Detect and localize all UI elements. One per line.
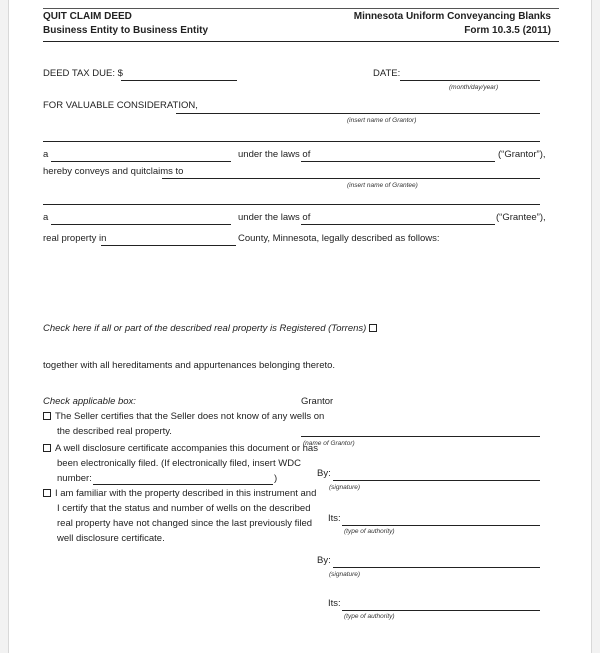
check-box-heading: Check applicable box: bbox=[43, 396, 136, 407]
conveys-label: hereby conveys and quitclaims to bbox=[43, 166, 184, 177]
authority-field-1[interactable] bbox=[342, 514, 540, 526]
authority-hint-1: (type of authority) bbox=[344, 528, 395, 535]
grantor-name-line-2[interactable] bbox=[43, 141, 540, 142]
property-label: real property in bbox=[43, 233, 107, 244]
well-option-2-line2: been electronically filed. (If electronically filed, insert WDC bbox=[57, 458, 301, 469]
grantor-jurisdiction-field[interactable] bbox=[301, 150, 495, 162]
by-label-1: By: bbox=[317, 468, 331, 479]
well-option-3-line3: real property have not changed since the last previously filed bbox=[57, 518, 313, 529]
well-option-1-line1: The Seller certifies that the Seller does not know of any wells on bbox=[55, 411, 325, 422]
well-option-2-line1: A well disclosure certificate accompanies this document or has bbox=[55, 443, 318, 454]
well-option-2-checkbox[interactable] bbox=[43, 444, 51, 452]
date-field[interactable] bbox=[400, 69, 540, 81]
well-option-3-checkbox[interactable] bbox=[43, 489, 51, 497]
by-label-2: By: bbox=[317, 555, 331, 566]
form-series-title: Minnesota Uniform Conveyancing Blanks bbox=[353, 11, 551, 22]
grantor-entity-type-field[interactable] bbox=[51, 150, 231, 162]
date-hint: (month/day/year) bbox=[449, 84, 499, 91]
well-option-3-line1: I am familiar with the property described in this instrument and bbox=[55, 488, 317, 499]
its-label-2: Its: bbox=[328, 598, 341, 609]
grantor-entity-prefix: a bbox=[43, 149, 49, 160]
grantee-name-hint: (insert name of Grantee) bbox=[347, 182, 418, 189]
date-label: DATE: bbox=[373, 68, 401, 79]
form-subtitle: Business Entity to Business Entity bbox=[43, 25, 209, 36]
grantor-name-hint-2: (name of Grantor) bbox=[303, 440, 355, 447]
header-divider bbox=[43, 41, 559, 42]
torrens-label: Check here if all or part of the described real property is Registered (Torrens) bbox=[43, 323, 367, 334]
well-option-3-line2: I certify that the status and number of wells on the described bbox=[57, 503, 311, 514]
consideration-label: FOR VALUABLE CONSIDERATION, bbox=[43, 100, 198, 111]
signature-field-1[interactable] bbox=[333, 469, 540, 481]
authority-field-2[interactable] bbox=[342, 599, 540, 611]
its-label-1: Its: bbox=[328, 513, 341, 524]
authority-hint-2: (type of authority) bbox=[344, 613, 395, 620]
grantor-name-hint: (insert name of Grantor) bbox=[347, 117, 417, 124]
signature-hint-2: (signature) bbox=[329, 571, 361, 578]
wdc-number-label: number: bbox=[57, 473, 92, 484]
deed-tax-label: DEED TAX DUE: $ bbox=[43, 68, 123, 79]
torrens-checkbox[interactable] bbox=[369, 324, 377, 332]
wdc-number-end: ) bbox=[274, 473, 278, 484]
well-option-2 bbox=[43, 443, 318, 454]
form-title: QUIT CLAIM DEED bbox=[43, 11, 132, 22]
deed-tax-field[interactable] bbox=[121, 69, 237, 81]
well-option-1 bbox=[43, 411, 324, 422]
torrens-row bbox=[43, 323, 377, 334]
well-option-3 bbox=[43, 488, 316, 499]
signature-field-2[interactable] bbox=[333, 556, 540, 568]
signature-hint-1: (signature) bbox=[329, 484, 361, 491]
grantee-entity-prefix: a bbox=[43, 212, 49, 223]
top-divider bbox=[43, 8, 559, 9]
well-option-1-line2: the described real property. bbox=[57, 426, 172, 437]
well-option-3-line4: well disclosure certificate. bbox=[57, 533, 165, 544]
well-option-1-checkbox[interactable] bbox=[43, 412, 51, 420]
wdc-number-field[interactable] bbox=[93, 473, 273, 485]
grantor-signature-name-line[interactable] bbox=[301, 436, 540, 437]
county-field[interactable] bbox=[101, 234, 236, 246]
hereditaments-text: together with all hereditaments and appurtenances belonging thereto. bbox=[43, 360, 336, 371]
grantee-name-line-2[interactable] bbox=[43, 204, 540, 205]
grantee-suffix: (“Grantee”), bbox=[496, 212, 546, 223]
form-number: Form 10.3.5 (2011) bbox=[464, 25, 551, 36]
grantor-name-field[interactable] bbox=[176, 102, 540, 114]
grantor-suffix: (“Grantor”), bbox=[498, 149, 546, 160]
county-label: County, Minnesota, legally described as follows: bbox=[238, 233, 440, 244]
grantee-entity-type-field[interactable] bbox=[51, 213, 231, 225]
document-page bbox=[8, 0, 592, 653]
grantee-name-field[interactable] bbox=[162, 167, 540, 179]
grantor-laws-label: under the laws of bbox=[238, 149, 311, 160]
grantee-laws-label: under the laws of bbox=[238, 212, 311, 223]
grantor-heading: Grantor bbox=[301, 396, 334, 407]
grantee-jurisdiction-field[interactable] bbox=[301, 213, 495, 225]
